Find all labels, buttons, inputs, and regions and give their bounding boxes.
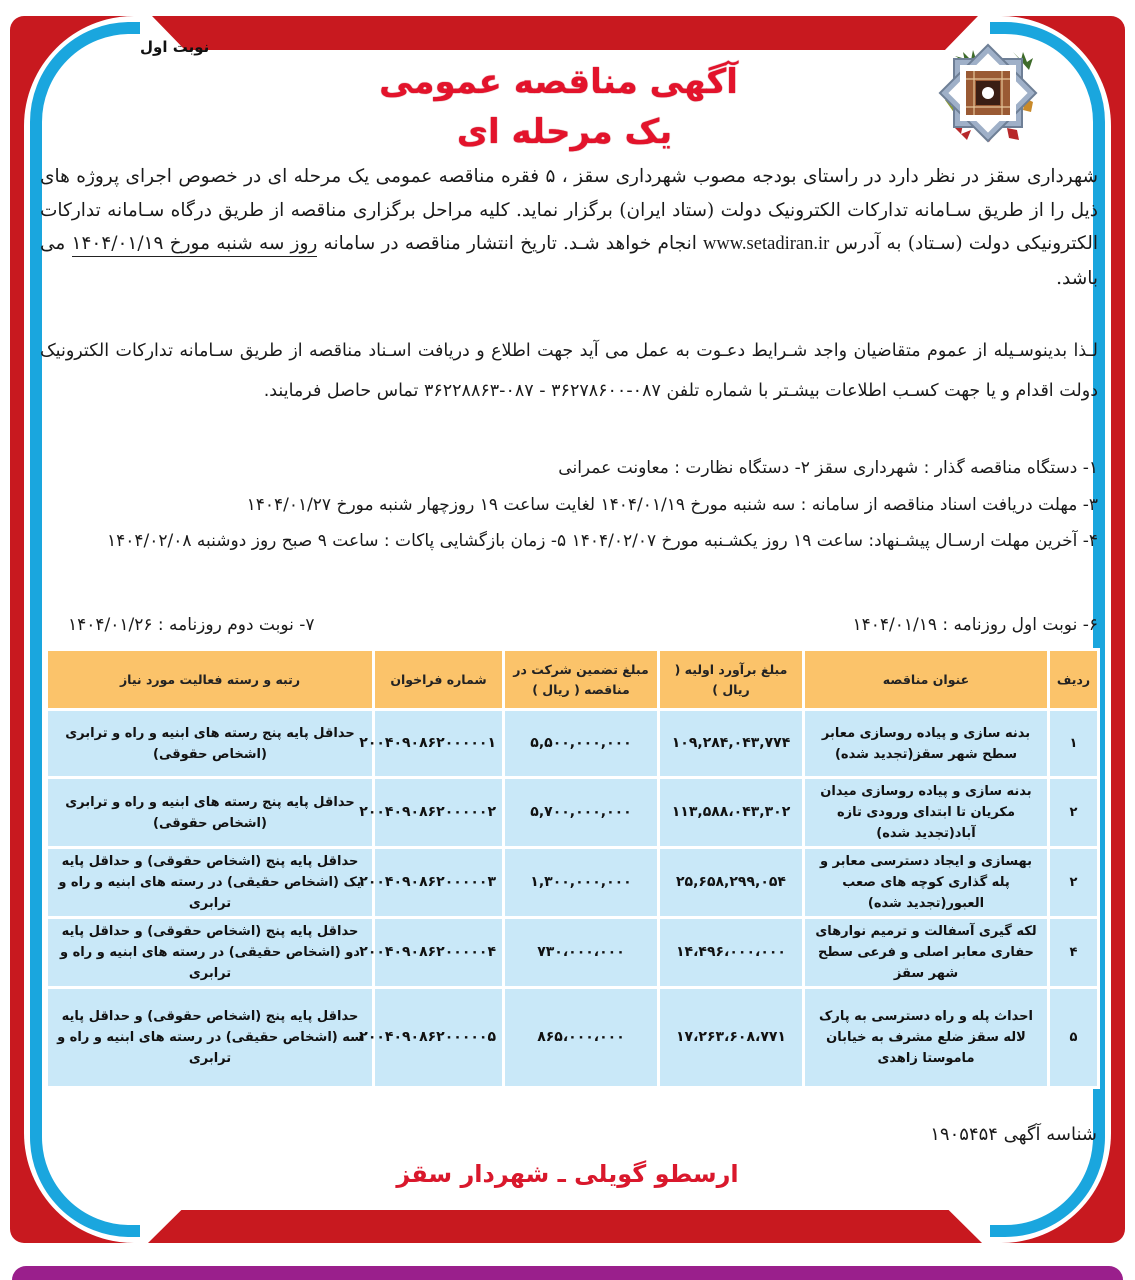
- phone-separator: -: [533, 381, 552, 401]
- cell-required-grade: حداقل پایه پنج (اشخاص حقوقی) و حداقل پایه سه (اشخاص حقیقی) در رسته های ابنیه و راه و ترابری: [47, 988, 374, 1088]
- cell-row-number: ۵: [1049, 988, 1099, 1088]
- table-row: [47, 918, 1099, 988]
- newspaper-dates: [68, 615, 1098, 647]
- cell-row-number: ۴: [1049, 918, 1099, 988]
- header-row-number: ردیف: [1049, 650, 1099, 710]
- table-header-row: [47, 650, 1099, 710]
- purple-bottom-bar: [12, 1266, 1123, 1280]
- cell-guarantee-amount: ۵,۵۰۰,۰۰۰,۰۰۰: [504, 710, 659, 778]
- cell-tender-title: لکه گیری آسفالت و ترمیم نوارهای حفاری معابر اصلی و فرعی سطح شهر سقز: [804, 918, 1049, 988]
- cell-tender-title: بهسازی و ایجاد دسترسی معابر و پله گذاری کوچه های صعب العبور(تجدید شده): [804, 848, 1049, 918]
- table-row: [47, 848, 1099, 918]
- cell-required-grade: حداقل پایه پنج (اشخاص حقوقی) و حداقل پایه دو (اشخاص حقیقی) در رسته های ابنیه و راه و ترابری: [47, 918, 374, 988]
- bottom-red-trapezoid: [148, 1210, 982, 1243]
- invitation-text-end: تماس حاصل فرمایند.: [263, 381, 424, 401]
- round-label: نوبت اول: [140, 38, 210, 56]
- cell-initial-estimate: ۱۷،۲۶۳،۶۰۸،۷۷۱: [659, 988, 804, 1088]
- table-row: [47, 710, 1099, 778]
- cell-required-grade: حداقل پایه پنج (اشخاص حقوقی) و حداقل پایه یک (اشخاص حقیقی) در رسته های ابنیه و راه و ترابری: [47, 848, 374, 918]
- cell-row-number: ۲: [1049, 848, 1099, 918]
- cell-guarantee-amount: ۱,۳۰۰,۰۰۰,۰۰۰: [504, 848, 659, 918]
- cell-required-grade: حداقل پایه پنج رسته های ابنیه و راه و ترابری (اشخاص حقوقی): [47, 710, 374, 778]
- table-row: [47, 988, 1099, 1088]
- cell-initial-estimate: ۱۰۹,۲۸۴,۰۴۳,۷۷۴: [659, 710, 804, 778]
- cell-row-number: ۲: [1049, 778, 1099, 848]
- intro-text-part1: شهرداری سقز در نظر دارد در راستای بودجه مصوب شهرداری سقز ، ۵ فقره مناقصه عمومی یک مرحله ای در خصوص اجرای پروژه های ذیل را از طریق سـامانه تدارکات الکترونیک دولت (ستاد ایران) برگزار نماید. کلیه مراحل برگزاری مناقصه از طریق درگاه سـامانه تدارکات الکترونیکی دولت (سـتاد) به آدرس: [40, 166, 1098, 254]
- condition-item-4-5: ۴- آخرین مهلت ارسـال پیشـنهاد: ساعت ۱۹ روز یکشـنبه مورخ ۱۴۰۴/۰۲/۰۷ ۵- زمان بازگشایی پاکات : ساعت ۹ صبح روز دوشنبه ۱۴۰۴/۰۲/۰۸: [107, 531, 1098, 551]
- header-guarantee-amount: مبلغ تضمین شرکت در مناقصه ( ریال ): [504, 650, 659, 710]
- ad-identifier: شناسه آگهی ۱۹۰۵۴۵۴: [930, 1124, 1097, 1145]
- intro-text-part3: می باشد.: [40, 233, 1098, 289]
- tender-conditions: [40, 450, 1098, 560]
- header-tender-title: عنوان مناقصه: [804, 650, 1049, 710]
- cell-guarantee-amount: ۸۶۵،۰۰۰،۰۰۰: [504, 988, 659, 1088]
- cell-initial-estimate: ۱۴،۴۹۶،۰۰۰،۰۰۰: [659, 918, 804, 988]
- website-link[interactable]: www.setadiran.ir: [703, 234, 830, 254]
- cell-call-number: ۲۰۰۴۰۹۰۸۶۲۰۰۰۰۰۴: [374, 918, 504, 988]
- invitation-text: لـذا بدینوسـیله از عموم متقاضیان واجد شـرایط دعـوت به عمل می آید جهت اطلاع و دریافت اسـناد مناقصه از طریق سـامانه تدارکات الکترونیک دولت اقدام و یا جهت کسـب اطلاعات بیشـتر با شماره تلفن: [40, 341, 1098, 401]
- header-call-number: شماره فراخوان: [374, 650, 504, 710]
- condition-item-3: ۳- مهلت دریافت اسناد مناقصه از سامانه : سه شنبه مورخ ۱۴۰۴/۰۱/۱۹ لغایت ساعت ۱۹ روزچهار شنبه مورخ ۱۴۰۴/۰۱/۲۷: [246, 494, 1098, 515]
- invitation-paragraph: [40, 331, 1098, 411]
- phone-number-2: ۰۸۷-۳۶۲۲۸۸۶۳: [423, 381, 534, 401]
- cell-initial-estimate: ۲۵,۶۵۸,۲۹۹,۰۵۴: [659, 848, 804, 918]
- cell-tender-title: بدنه سازی و پیاده روسازی میدان مکریان تا ابتدای ورودی تازه آباد(تجدید شده): [804, 778, 1049, 848]
- newspaper-first-round: ۶- نوبت اول روزنامه : ۱۴۰۴/۰۱/۱۹: [852, 615, 1098, 635]
- newspaper-second-round: ۷- نوبت دوم روزنامه : ۱۴۰۴/۰۱/۲۶: [68, 615, 315, 635]
- condition-item-1-2: ۱- دستگاه مناقصه گذار : شهرداری سقز ۲- دستگاه نظارت : معاونت عمرانی: [558, 458, 1098, 478]
- cell-guarantee-amount: ۷۳۰،۰۰۰،۰۰۰: [504, 918, 659, 988]
- table-row: [47, 778, 1099, 848]
- header-initial-estimate: مبلغ برآورد اولیه ( ریال ): [659, 650, 804, 710]
- phone-number-1: ۰۸۷-۳۶۲۷۸۶۰۰: [551, 381, 661, 401]
- cell-tender-title: احداث پله و راه دسترسی به پارک لاله سقز ضلع مشرف به خیابان ماموستا زاهدی: [804, 988, 1049, 1088]
- cell-required-grade: حداقل پایه پنج رسته های ابنیه و راه و ترابری (اشخاص حقوقی): [47, 778, 374, 848]
- ad-subtitle: یک مرحله ای: [456, 112, 673, 152]
- header-required-grade: رتبه و رسته فعالیت مورد نیاز: [47, 650, 374, 710]
- cell-call-number: ۲۰۰۴۰۹۰۸۶۲۰۰۰۰۰۲: [374, 778, 504, 848]
- cell-guarantee-amount: ۵,۷۰۰,۰۰۰,۰۰۰: [504, 778, 659, 848]
- cell-call-number: ۲۰۰۴۰۹۰۸۶۲۰۰۰۰۰۱: [374, 710, 504, 778]
- cell-initial-estimate: ۱۱۳,۵۸۸،۰۴۳,۳۰۲: [659, 778, 804, 848]
- cell-call-number: ۲۰۰۴۰۹۰۸۶۲۰۰۰۰۰۵: [374, 988, 504, 1088]
- publish-date: روز سه شنبه مورخ ۱۴۰۴/۰۱/۱۹: [72, 233, 318, 257]
- intro-text-part2: انجام خواهد شـد. تاریخ انتشار مناقصه در سامانه: [317, 233, 704, 254]
- ad-title: آگهی مناقصه عمومی: [379, 62, 738, 102]
- cell-tender-title: بدنه سازی و پیاده روسازی معابر سطح شهر سقز(تجدید شده): [804, 710, 1049, 778]
- cell-row-number: ۱: [1049, 710, 1099, 778]
- tender-table: [45, 648, 1100, 1089]
- intro-paragraph: [40, 160, 1098, 295]
- top-red-trapezoid: [152, 16, 978, 50]
- municipality-logo-icon: [935, 40, 1041, 146]
- cell-call-number: ۲۰۰۴۰۹۰۸۶۲۰۰۰۰۰۳: [374, 848, 504, 918]
- mayor-signature: ارسطو گویلی ـ شهردار سقز: [396, 1160, 739, 1188]
